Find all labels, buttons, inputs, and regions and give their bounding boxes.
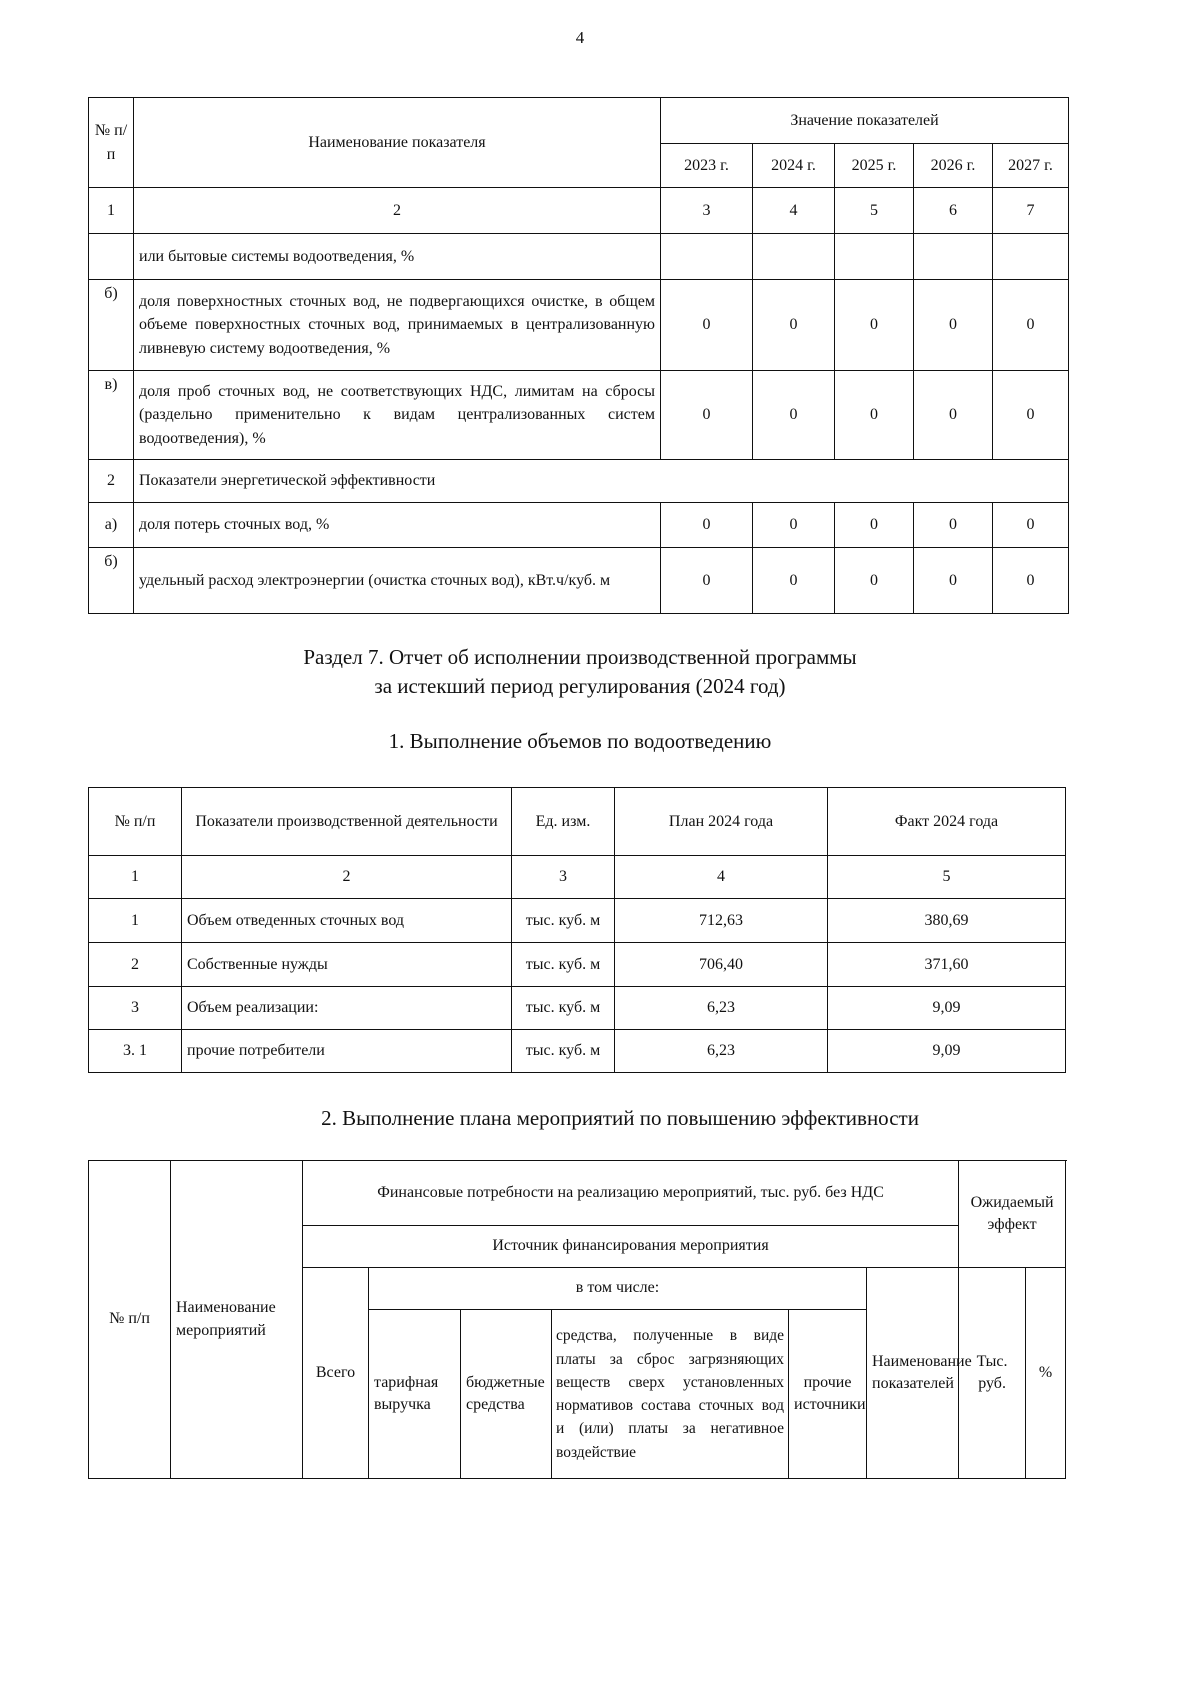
cell: 0 <box>753 548 835 614</box>
year-2025: 2025 г. <box>835 144 914 188</box>
header-name: Наименование показателя <box>134 98 661 188</box>
row-name: удельный расход электроэнергии (очистка сточных вод), кВт.ч/куб. м <box>134 548 661 614</box>
table-row <box>89 371 1069 460</box>
header-tariff: тарифная выручка <box>369 1310 461 1479</box>
col-number: 3 <box>661 188 753 234</box>
header-finance: Финансовые потребности на реализацию мероприятий, тыс. руб. без НДС <box>303 1161 959 1226</box>
table-row <box>89 987 1066 1030</box>
cell: Объем отведенных сточных вод <box>182 899 512 943</box>
col-number: 7 <box>993 188 1069 234</box>
cell: 0 <box>753 280 835 371</box>
header-unit: Ед. изм. <box>512 788 615 856</box>
cell: 3 <box>89 987 182 1030</box>
cell: 1 <box>89 899 182 943</box>
year-2027: 2027 г. <box>993 144 1069 188</box>
cell: 6,23 <box>615 1030 828 1073</box>
indicators-table <box>88 97 1069 614</box>
cell <box>835 234 914 280</box>
header-indicator-name: Наименование показателей <box>867 1268 959 1479</box>
cell: прочие потребители <box>182 1030 512 1073</box>
table-row <box>89 280 1069 371</box>
year-2026: 2026 г. <box>914 144 993 188</box>
cell: 0 <box>835 280 914 371</box>
cell: 0 <box>835 371 914 460</box>
cell: Собственные нужды <box>182 943 512 987</box>
col-number: 2 <box>134 188 661 234</box>
column-numbers-row <box>89 188 1069 234</box>
col-number: 1 <box>89 856 182 899</box>
cell: 0 <box>993 548 1069 614</box>
header-source: Источник финансирования мероприятия <box>303 1226 959 1268</box>
cell: 2 <box>89 943 182 987</box>
row-name: или бытовые системы водоотведения, % <box>134 234 661 280</box>
cell: 0 <box>914 371 993 460</box>
cell: 0 <box>914 548 993 614</box>
row-num: б) <box>89 548 134 614</box>
cell: 0 <box>661 548 753 614</box>
cell: 371,60 <box>828 943 1066 987</box>
cell: 0 <box>914 503 993 548</box>
row-num <box>89 234 134 280</box>
cell: 380,69 <box>828 899 1066 943</box>
cell: 9,09 <box>828 1030 1066 1073</box>
header-including: в том числе: <box>369 1268 867 1310</box>
col-number: 1 <box>89 188 134 234</box>
cell <box>914 234 993 280</box>
row-name: Показатели энергетической эффективности <box>134 460 1069 503</box>
cell: 3. 1 <box>89 1030 182 1073</box>
cell: 0 <box>993 371 1069 460</box>
cell: 706,40 <box>615 943 828 987</box>
year-2024: 2024 г. <box>753 144 835 188</box>
table-row <box>89 943 1066 987</box>
header-budget: бюджетные средства <box>461 1310 552 1479</box>
row-name: доля поверхностных сточных вод, не подвергающихся очистке, в общем объеме поверхностных сточных вод, принимаемых в централизованную ливневую систему водоотведения, % <box>134 280 661 371</box>
table-row <box>89 899 1066 943</box>
cell: Объем реализации: <box>182 987 512 1030</box>
section-row <box>89 460 1069 503</box>
row-name: доля проб сточных вод, не соответствующих НДС, лимитам на сбросы (раздельно применительно к видам централизованных систем водоотведения), % <box>134 371 661 460</box>
header-indicator: Показатели производственной деятельности <box>182 788 512 856</box>
subsection-title-1: 1. Выполнение объемов по водоотведению <box>388 729 772 753</box>
cell: тыс. куб. м <box>512 943 615 987</box>
cell <box>993 234 1069 280</box>
header-other: прочие источники <box>789 1310 867 1479</box>
col-number: 4 <box>615 856 828 899</box>
col-number: 5 <box>835 188 914 234</box>
header-num: № п/п <box>89 98 134 188</box>
row-num: 2 <box>89 460 134 503</box>
header-expected-effect: Ожидаемый эффект <box>959 1161 1066 1268</box>
section-title-line1: Раздел 7. Отчет об исполнении производственной программы <box>303 645 857 669</box>
cell: 0 <box>993 503 1069 548</box>
header-fees: средства, полученные в виде платы за сброс загрязняющих веществ сверх установленных нормативов состава сточных вод и (или) платы за негативное воздействие <box>552 1310 789 1479</box>
header-values: Значение показателей <box>661 98 1069 144</box>
volumes-table <box>88 787 1066 1073</box>
row-num: а) <box>89 503 134 548</box>
cell: 0 <box>753 503 835 548</box>
table-row <box>89 1030 1066 1073</box>
col-number: 4 <box>753 188 835 234</box>
row-num: б) <box>89 280 134 371</box>
subsection-title-2: 2. Выполнение плана мероприятий по повышению эффективности <box>321 1106 919 1130</box>
header-plan: План 2024 года <box>615 788 828 856</box>
cell: 0 <box>993 280 1069 371</box>
cell: 712,63 <box>615 899 828 943</box>
cell: тыс. куб. м <box>512 987 615 1030</box>
col-number: 2 <box>182 856 512 899</box>
cell: 0 <box>753 371 835 460</box>
header-thous-rub: Тыс. руб. <box>959 1268 1026 1479</box>
year-2023: 2023 г. <box>661 144 753 188</box>
cell: тыс. куб. м <box>512 1030 615 1073</box>
cell <box>753 234 835 280</box>
table-row <box>89 548 1069 614</box>
cell: 0 <box>835 548 914 614</box>
table-row <box>89 503 1069 548</box>
cell: 0 <box>661 371 753 460</box>
cell: 0 <box>835 503 914 548</box>
header-measure-name: Наименование мероприятий <box>171 1161 303 1479</box>
measures-table <box>88 1160 1066 1479</box>
row-name: доля потерь сточных вод, % <box>134 503 661 548</box>
header-fact: Факт 2024 года <box>828 788 1066 856</box>
table-row <box>89 234 1069 280</box>
cell: 0 <box>914 280 993 371</box>
page-number: 4 <box>575 28 585 47</box>
section-title-line2: за истекший период регулирования (2024 год) <box>374 674 786 698</box>
header-total: Всего <box>303 1268 369 1479</box>
row-num: в) <box>89 371 134 460</box>
cell: 6,23 <box>615 987 828 1030</box>
col-number: 5 <box>828 856 1066 899</box>
col-number: 6 <box>914 188 993 234</box>
cell <box>661 234 753 280</box>
header-num: № п/п <box>89 788 182 856</box>
cell: 0 <box>661 280 753 371</box>
cell: 9,09 <box>828 987 1066 1030</box>
cell: 0 <box>661 503 753 548</box>
column-numbers-row <box>89 856 1066 899</box>
header-percent: % <box>1026 1268 1066 1479</box>
col-number: 3 <box>512 856 615 899</box>
header-num: № п/п <box>89 1161 171 1479</box>
cell: тыс. куб. м <box>512 899 615 943</box>
